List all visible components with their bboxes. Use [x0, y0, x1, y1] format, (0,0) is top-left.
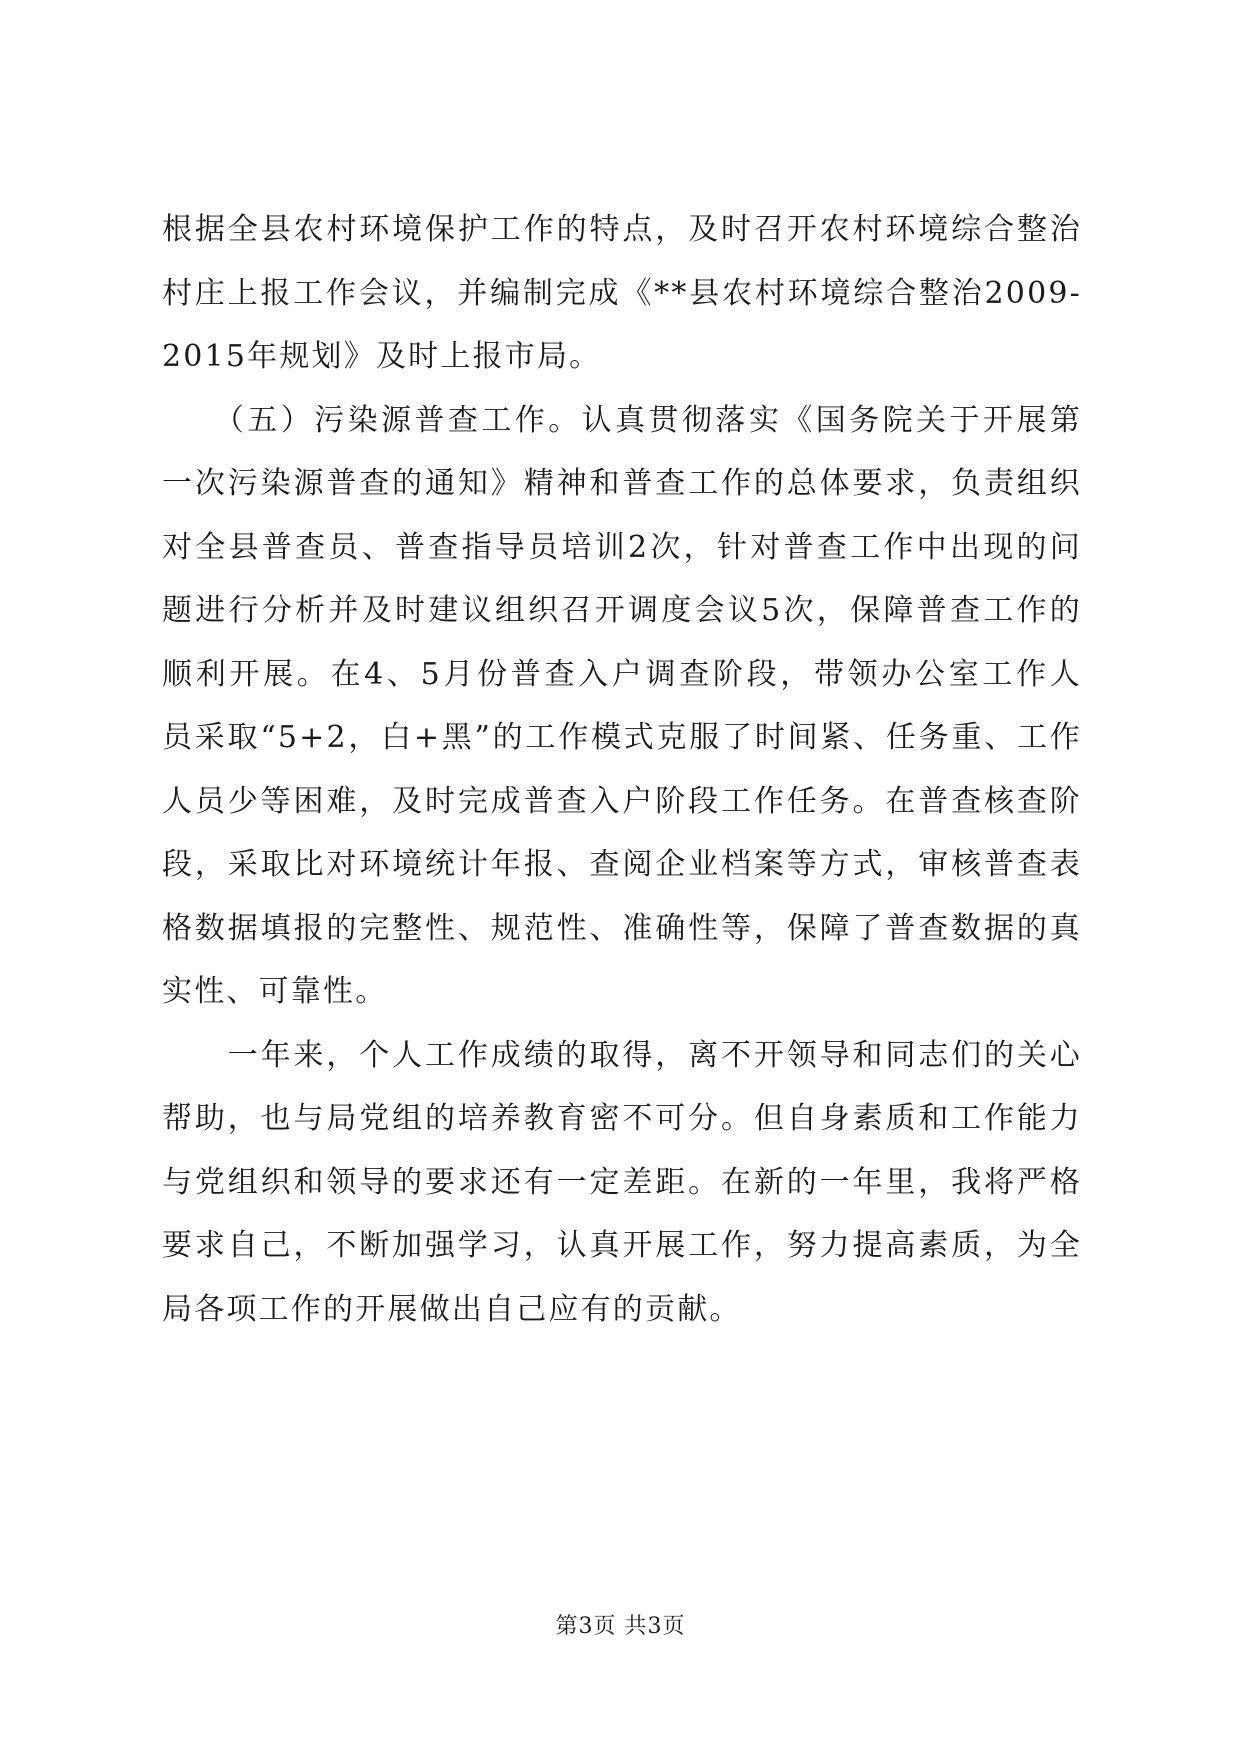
text-line: 根据全县农村环境保护工作的特点，及时召开农村环境综合整治: [162, 212, 1082, 247]
text-line: 对全县普查员、普查指导员培训2次，针对普查工作中出现的问: [162, 529, 1082, 565]
text-line: 一次污染源普查的通知》精神和普查工作的总体要求，负责组织: [162, 466, 1082, 501]
text-line: 要求自己，不断加强学习，认真开展工作，努力提高素质，为全: [162, 1228, 1082, 1263]
text-line: 一年来，个人工作成绩的取得，离不开领导和同志们的关心: [162, 1037, 1082, 1073]
text-line: 段，采取比对环境统计年报、查阅企业档案等方式，审核普查表: [162, 847, 1082, 882]
text-line: 与党组织和领导的要求还有一定差距。在新的一年里，我将严格: [162, 1164, 1082, 1200]
page-number: 第3页 共3页: [555, 1614, 686, 1639]
text-line: 员采取“5+2，白+黑”的工作模式克服了时间紧、任务重、工作: [162, 720, 1082, 755]
text-line: 题进行分析并及时建议组织召开调度会议5次，保障普查工作的: [162, 593, 1082, 628]
text-line: 局各项工作的开展做出自己应有的贡献。: [162, 1291, 742, 1327]
text-line: 村庄上报工作会议，并编制完成《**县农村环境综合整治2009-: [162, 275, 1082, 311]
text-line: 人员少等困难，及时完成普查入户阶段工作任务。在普查核查阶: [162, 783, 1082, 819]
text-line: 格数据填报的完整性、规范性、准确性等，保障了普查数据的真: [162, 910, 1082, 946]
text-line: （五）污染源普查工作。认真贯彻落实《国务院关于开展第: [162, 402, 1082, 438]
text-line: 帮助，也与局党组的培养教育密不可分。但自身素质和工作能力: [162, 1101, 1082, 1136]
text-line: 实性、可靠性。: [162, 974, 388, 1009]
body-text: [162, 198, 1082, 1341]
page-footer: [0, 1612, 1241, 1642]
text-line: 2015年规划》及时上报市局。: [162, 339, 602, 374]
text-line: 顺利开展。在4、5月份普查入户调查阶段，带领办公室工作人: [162, 656, 1082, 692]
